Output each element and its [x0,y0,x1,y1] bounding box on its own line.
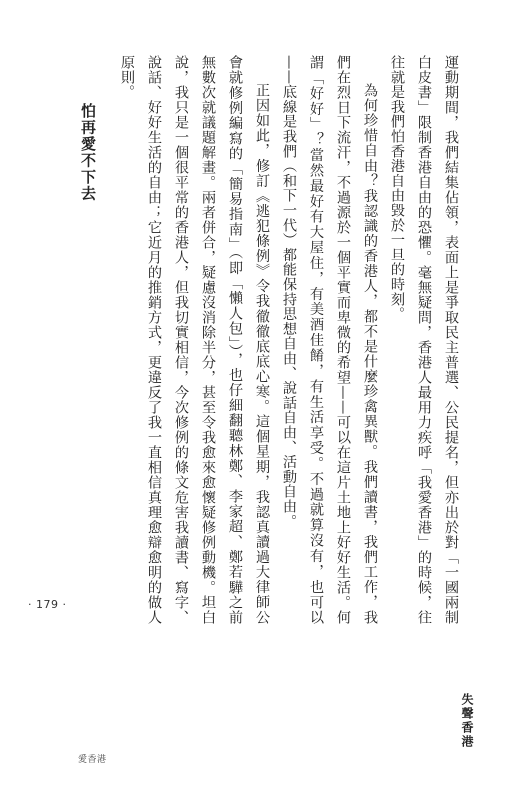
paragraph-3: 正因如此，修訂《逃犯條例》令我徹徹底底心寒。這個星期，我認真讀過大律師公會就修例編寫的「簡易指南」（即「懶人包」），也仔細翻聽林鄭、李家超、鄭若驊之前無數次就議題解畫。兩者併合，疑慮沒消除半分，甚至令我愈來愈懷疑修例動機。坦白說，我只是一個很平常的香港人，但我切實相信，今次修例的條文危害我讀書、寫字、說話、好好生活的自由；它近月的推銷方式，更違反了我一直相信真理愈辯愈明的做人原則。 [119,55,270,625]
vertical-body-text [64,55,464,625]
page-number: · 179 · [28,598,67,611]
running-head: 失聲香港 [460,693,474,749]
paragraph-2: 為何珍惜自由？我認識的香港人，都不是什麼珍禽異獸。我們讀書，我們工作，我們在烈日下流汗，不過源於一個平實而卑微的希望——可以在這片土地上好好生活。何謂「好好」？當然最好有大屋住，有美酒佳餚，有生活享受。不過就算沒有，也可以——底線是我們（和下一代）都能保持思想自由、說話自由、活動自由。 [281,55,378,625]
paragraph-1: 運動期間，我們結集佔領，表面上是爭取民主普選、公民提名，但亦出於對「一國兩制白皮書」限制香港自由的恐懼。毫無疑問，香港人最用力疾呼「我愛香港」的時候，往往就是我們怕香港自由毀於一旦的時刻。 [389,55,459,625]
footer-title: 愛香港 [78,755,107,765]
section-heading: 怕再愛不下去 [79,103,97,202]
